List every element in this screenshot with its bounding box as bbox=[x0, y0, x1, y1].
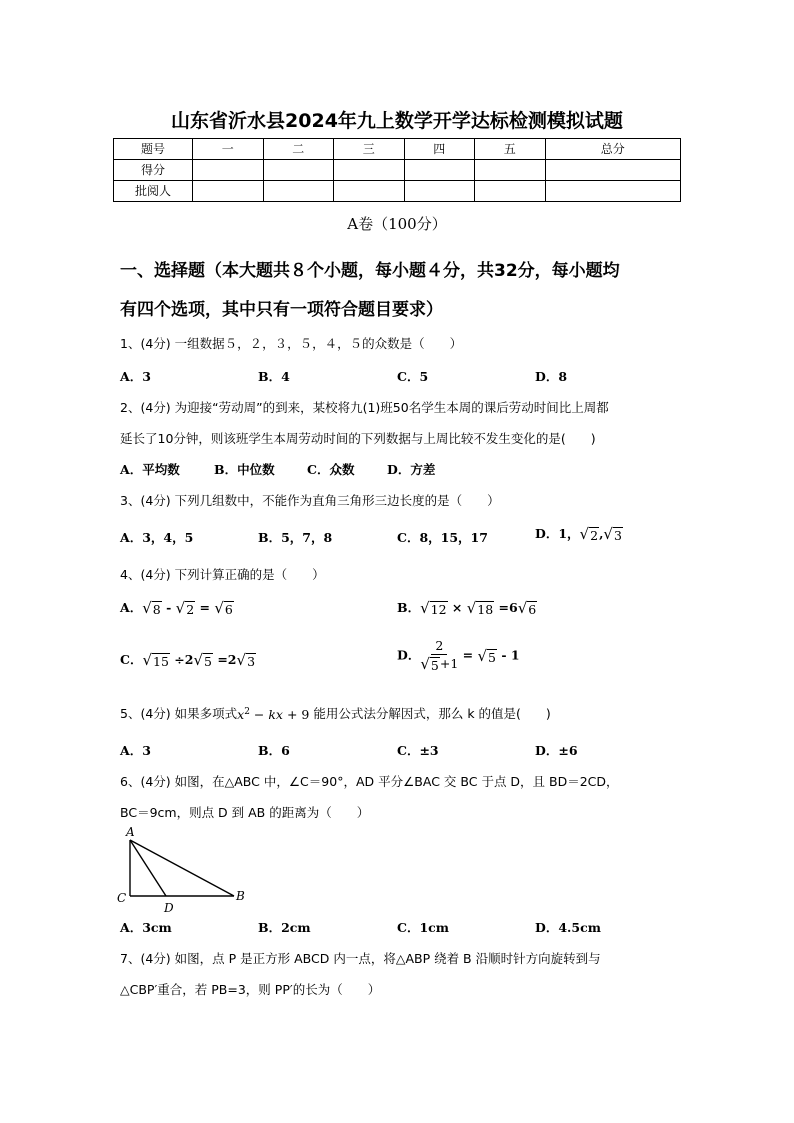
side-ab bbox=[130, 840, 234, 896]
label-d: D bbox=[164, 901, 174, 915]
q5-option-d[interactable]: D．±6 bbox=[535, 743, 578, 758]
q2-option-d[interactable]: D．方差 bbox=[387, 462, 436, 477]
exam-title: 山东省沂水县2024年九上数学开学达标检测模拟试题 bbox=[171, 110, 623, 132]
q6-option-a[interactable]: A．3cm bbox=[120, 920, 172, 935]
question-1: 1、(4分) 一组数据５，２，３，５，４，５的众数是（ ） bbox=[120, 336, 463, 351]
q6-option-c[interactable]: C．1cm bbox=[397, 920, 449, 935]
question-7: 7、(4分) 如图，点 P 是正方形 ABCD 内一点，将△ABP 绕着 B 沿顺时针方向旋转到与 bbox=[120, 951, 601, 966]
q1-option-b[interactable]: B．4 bbox=[258, 369, 290, 384]
q4-option-c-label: C． bbox=[120, 652, 143, 667]
q2-option-b[interactable]: B．中位数 bbox=[214, 462, 275, 477]
question-5 bbox=[120, 704, 551, 722]
score-row-label: 得分 bbox=[114, 160, 193, 181]
score-table-row bbox=[114, 181, 681, 202]
score-row-label: 批阅人 bbox=[114, 181, 193, 202]
score-cell[interactable] bbox=[404, 160, 475, 181]
q4-option-a-label: A． bbox=[120, 600, 143, 615]
q4-option-a[interactable]: A． √ 8 - √ 2 = √ 6 bbox=[120, 599, 233, 617]
score-header-cell: 二 bbox=[263, 139, 334, 160]
q3-option-a[interactable]: A．3，4，5 bbox=[120, 530, 194, 545]
question-2: 延长了10分钟，则该班学生本周劳动时间的下列数据与上周比较不发生变化的是( ) bbox=[120, 431, 596, 446]
q6-option-b[interactable]: B．2cm bbox=[258, 920, 311, 935]
q5-option-b[interactable]: B．6 bbox=[258, 743, 290, 758]
score-cell[interactable] bbox=[193, 160, 264, 181]
question-7: △CBP′重合，若 PB=3，则 PP′的长为（ ） bbox=[120, 982, 381, 997]
score-cell[interactable] bbox=[545, 160, 681, 181]
triangle-figure bbox=[114, 826, 254, 916]
section1-heading: 一、选择题（本大题共８个小题，每小题４分，共32分，每小题均 bbox=[120, 261, 620, 281]
q3-option-b[interactable]: B．5，7，8 bbox=[258, 530, 333, 545]
q4-option-b[interactable]: B． √ 12 × √ 18 =6 √ 6 bbox=[397, 599, 537, 617]
question-3: 3、(4分) 下列几组数中，不能作为直角三角形三边长度的是（ ） bbox=[120, 493, 500, 508]
score-header-cell: 三 bbox=[334, 139, 405, 160]
polynomial: $x^2$ − kx + 9 bbox=[237, 706, 310, 723]
question-6: BC＝9cm，则点 D 到 AB 的距离为（ ） bbox=[120, 805, 370, 820]
question-4: 4、(4分) 下列计算正确的是（ ） bbox=[120, 567, 325, 582]
score-cell[interactable] bbox=[475, 181, 546, 202]
q4-option-c[interactable]: C． √ 15 ÷2 √ 5 =2 √ 3 bbox=[120, 651, 256, 669]
section-a-title: A卷（100分） bbox=[347, 215, 447, 233]
q1-option-c[interactable]: C．5 bbox=[397, 369, 429, 384]
q3-option-c[interactable]: C．8，15，17 bbox=[397, 530, 488, 545]
q2-option-c[interactable]: C．众数 bbox=[307, 462, 355, 477]
q5-option-c[interactable]: C．±3 bbox=[397, 743, 439, 758]
q1-option-d[interactable]: D．8 bbox=[535, 369, 568, 384]
score-cell[interactable] bbox=[193, 181, 264, 202]
q2-option-a[interactable]: A．平均数 bbox=[120, 462, 180, 477]
fraction: 2 √ 5 +1 bbox=[420, 638, 459, 673]
score-cell[interactable] bbox=[334, 181, 405, 202]
label-c: C bbox=[117, 891, 127, 905]
score-cell[interactable] bbox=[263, 160, 334, 181]
question-6: 6、(4分) 如图，在△ABC 中，∠C＝90°，AD 平分∠BAC 交 BC 于点 D，且 BD＝2CD， bbox=[120, 774, 619, 789]
q1-option-a[interactable]: A．3 bbox=[120, 369, 151, 384]
sqrt-3: √ 3 bbox=[603, 525, 622, 543]
q3-option-d[interactable]: D．1， √ 2 , √ 3 bbox=[535, 525, 622, 543]
score-cell[interactable] bbox=[475, 160, 546, 181]
score-header-cell: 五 bbox=[475, 139, 546, 160]
label-a: A bbox=[126, 826, 135, 839]
q3-option-d-label: D．1， bbox=[535, 526, 580, 541]
score-header-cell: 题号 bbox=[114, 139, 193, 160]
score-table-header-row bbox=[114, 139, 681, 160]
q5-option-a[interactable]: A．3 bbox=[120, 743, 151, 758]
q5-suffix: 能用公式法分解因式，那么 k 的值是( ) bbox=[313, 706, 551, 721]
score-header-cell: 四 bbox=[404, 139, 475, 160]
q4-option-d[interactable]: D． 2 √ 5 +1 = √ 5 - 1 bbox=[397, 638, 520, 673]
score-table bbox=[113, 138, 681, 202]
bisector-ad bbox=[130, 840, 166, 896]
q4-option-b-label: B． bbox=[397, 600, 421, 615]
label-b: B bbox=[236, 889, 245, 903]
sqrt-2: √ 2 bbox=[579, 525, 599, 543]
score-table-row bbox=[114, 160, 681, 181]
score-cell[interactable] bbox=[334, 160, 405, 181]
q6-option-d[interactable]: D．4.5cm bbox=[535, 920, 601, 935]
q5-prefix: 5、(4分) 如果多项式 bbox=[120, 706, 238, 721]
score-header-cell: 一 bbox=[193, 139, 264, 160]
score-cell[interactable] bbox=[545, 181, 681, 202]
score-cell[interactable] bbox=[404, 181, 475, 202]
score-cell[interactable] bbox=[263, 181, 334, 202]
question-2: 2、(4分) 为迎接“劳动周”的到来，某校将九(1)班50名学生本周的课后劳动时间比上周都 bbox=[120, 400, 609, 415]
score-header-cell: 总分 bbox=[545, 139, 681, 160]
q4-option-d-label: D． bbox=[397, 647, 421, 663]
section1-heading: 有四个选项，其中只有一项符合题目要求） bbox=[120, 300, 443, 320]
